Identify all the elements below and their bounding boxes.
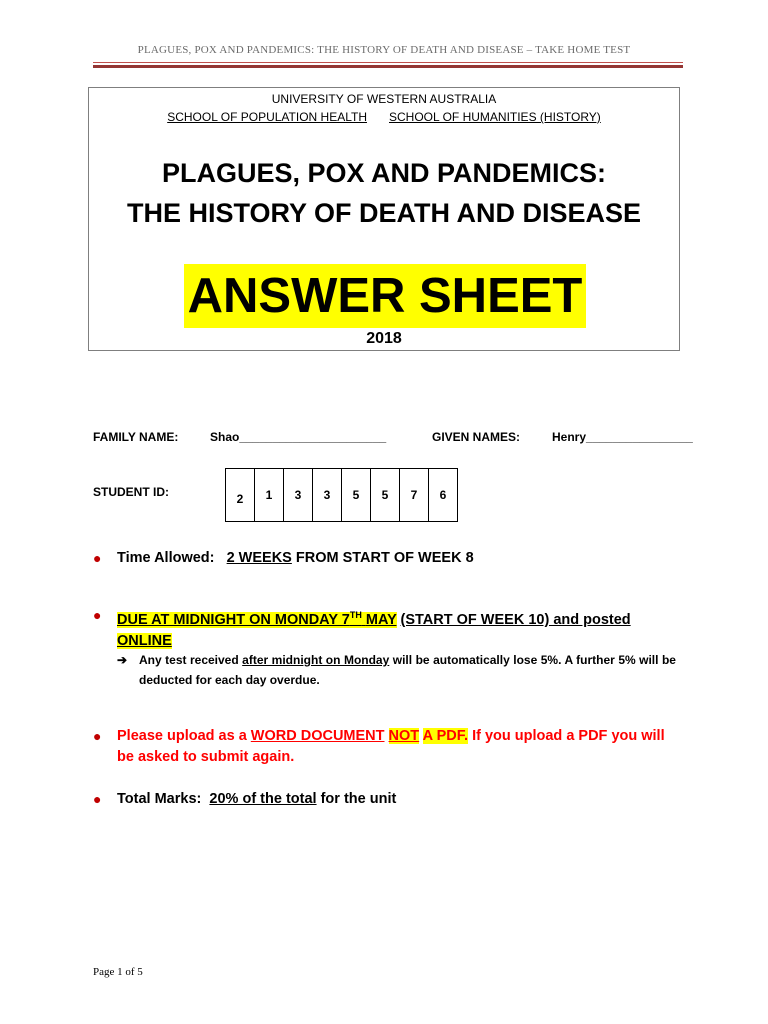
schools-line xyxy=(89,110,679,124)
student-id-digit: 3 xyxy=(284,469,313,522)
title-box xyxy=(88,87,680,351)
student-id-digit: 7 xyxy=(400,469,429,522)
student-id-digit: 5 xyxy=(371,469,400,522)
header-rule-thin xyxy=(93,62,683,63)
bullet-icon: ● xyxy=(93,550,102,566)
bullet-icon: ● xyxy=(93,607,102,623)
time-value: 2 WEEKS xyxy=(226,550,292,566)
time-rest: FROM START OF WEEK 8 xyxy=(295,550,474,566)
family-name-label: FAMILY NAME: xyxy=(93,430,179,444)
student-id-digit: 1 xyxy=(255,469,284,522)
given-names-value: Henry________________ xyxy=(552,430,693,444)
school-humanities: SCHOOL OF HUMANITIES (HISTORY) xyxy=(389,110,601,124)
due-online: ONLINE xyxy=(117,632,172,649)
student-id-digit: 6 xyxy=(429,469,458,522)
university-name: UNIVERSITY OF WESTERN AUSTRALIA xyxy=(271,92,497,106)
page-number: Page 1 of 5 xyxy=(93,966,143,978)
student-id-digit: 3 xyxy=(313,469,342,522)
title-line-1: PLAGUES, POX AND PANDEMICS: xyxy=(161,158,607,188)
school-population-health: SCHOOL OF POPULATION HEALTH xyxy=(167,110,367,124)
answer-sheet-heading: ANSWER SHEET xyxy=(184,264,586,328)
bullet-icon: ● xyxy=(93,791,102,807)
student-id-table xyxy=(225,468,458,522)
family-name-value: Shao______________________ xyxy=(210,430,387,444)
given-names-label: GIVEN NAMES: xyxy=(432,430,521,444)
bullet-icon: ● xyxy=(93,728,102,744)
student-id-digit: 2 xyxy=(226,469,255,522)
due-text: DUE AT MIDNIGHT ON MONDAY 7TH MAY xyxy=(117,610,397,628)
header-rule-thick xyxy=(93,65,683,68)
arrow-right-icon: ➔ xyxy=(117,653,128,667)
student-id-label: STUDENT ID: xyxy=(93,485,169,499)
title-line-2: THE HISTORY OF DEATH AND DISEASE xyxy=(126,198,642,228)
due-week: (START OF WEEK 10) and posted xyxy=(400,611,631,628)
year: 2018 xyxy=(366,330,402,347)
student-id-digit: 5 xyxy=(342,469,371,522)
running-header: PLAGUES, POX AND PANDEMICS: THE HISTORY OF DEATH AND DISEASE – TAKE HOME TEST xyxy=(137,44,631,56)
time-label: Time Allowed: xyxy=(117,550,215,566)
